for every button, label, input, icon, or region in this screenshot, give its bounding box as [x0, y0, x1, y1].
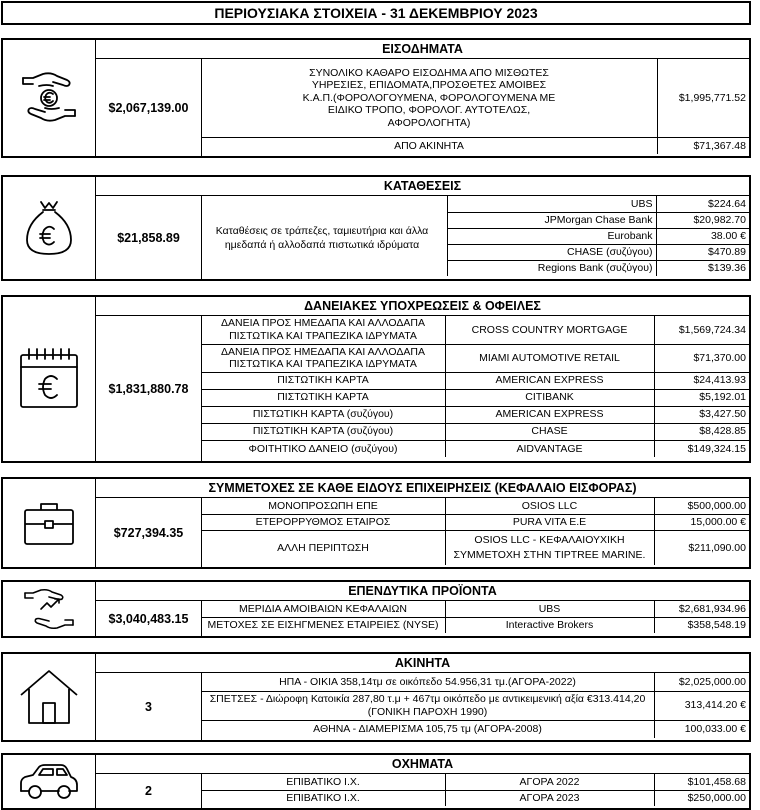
vehicles-section — [1, 753, 751, 810]
table-row — [201, 774, 749, 790]
investments-table — [201, 601, 750, 633]
investments-total: $3,040,483.15 — [96, 601, 202, 636]
income-amount: $1,995,771.52 — [657, 59, 749, 137]
deposit-amount: $470.89 — [656, 244, 749, 260]
deposits-section — [1, 175, 751, 281]
businesses-section — [1, 477, 751, 569]
investment-type: ΜΕΡΙΔΙΑ ΑΜΟΙΒΑΙΩΝ ΚΕΦΑΛΑΙΩΝ — [201, 601, 445, 617]
table-row — [201, 691, 749, 720]
creditor: CROSS COUNTRY MORTGAGE — [445, 316, 654, 344]
table-row — [201, 530, 749, 565]
liabilities-table — [201, 316, 750, 457]
deposits-table — [447, 196, 750, 276]
bank-name: Eurobank — [447, 228, 656, 244]
business-amount: 15,000.00 € — [654, 514, 749, 530]
vehicle-type: ΕΠΙΒΑΤΙΚΟ Ι.Χ. — [201, 774, 445, 790]
vehicles-header: ΟΧΗΜΑΤΑ — [96, 755, 749, 774]
business-type: ΑΛΛΗ ΠΕΡΙΠΤΩΣΗ — [201, 530, 445, 565]
vehicle-type: ΕΠΙΒΑΤΙΚΟ Ι.Χ. — [201, 790, 445, 806]
business-amount: $211,090.00 — [654, 530, 749, 565]
income-section — [1, 38, 751, 158]
investments-section — [1, 580, 751, 638]
liability-amount: $5,192.01 — [654, 389, 749, 406]
vehicles-count: 2 — [96, 774, 202, 808]
liability-amount: $149,324.15 — [654, 440, 749, 457]
deposit-amount: $224.64 — [656, 196, 749, 212]
creditor: AMERICAN EXPRESS — [445, 406, 654, 423]
liability-type: ΠΙΣΤΩΤΙΚΗ ΚΑΡΤΑ (συζύγου) — [201, 406, 445, 423]
liability-type: ΔΑΝΕΙΑ ΠΡΟΣ ΗΜΕΔΑΠΑ ΚΑΙ ΑΛΛΟΔΑΠΑ ΠΙΣΤΩΤΙΚΑ ΚΑΙ ΤΡΑΠΕΖΙΚΑ ΙΔΡΥΜΑΤΑ — [201, 316, 445, 344]
table-row — [201, 423, 749, 440]
table-row — [201, 406, 749, 423]
realestate-section — [1, 652, 751, 742]
property-desc: ΑΘΗΝΑ - ΔΙΑΜΕΡΙΣΜΑ 105,75 τμ (ΑΓΟΡΑ-2008) — [201, 720, 654, 738]
property-desc: ΣΠΕΤΣΕΣ - Διώροφη Κατοικία 287,80 τ.μ + 467τμ οικόπεδο με αντικειμενική αξία €313.414,20 (ΓΟΝΙΚΗ ΠΑΡΟΧΗ 1990) — [201, 691, 654, 720]
businesses-table — [201, 498, 750, 565]
realestate-table — [201, 673, 750, 738]
bank-name: UBS — [447, 196, 656, 212]
property-amount: 313,414.20 € — [654, 691, 749, 720]
deposit-amount: $139.36 — [656, 260, 749, 276]
realestate-header: ΑΚΙΝΗΤΑ — [96, 654, 749, 673]
income-header: ΕΙΣΟΔΗΜΑΤΑ — [96, 40, 749, 59]
vehicle-purchase: ΑΓΟΡΑ 2023 — [445, 790, 654, 806]
briefcase-icon — [21, 498, 77, 548]
creditor: MIAMI AUTOMOTIVE RETAIL — [445, 344, 654, 372]
table-row — [447, 260, 749, 276]
bank-name: JPMorgan Chase Bank — [447, 212, 656, 228]
income-amount: $71,367.48 — [657, 137, 749, 154]
table-row — [201, 59, 749, 137]
table-row — [201, 601, 749, 617]
investment-amount: $358,548.19 — [654, 617, 749, 633]
vehicle-amount: $101,458.68 — [654, 774, 749, 790]
table-row — [447, 244, 749, 260]
provider: UBS — [445, 601, 654, 617]
table-row — [447, 212, 749, 228]
table-row — [201, 617, 749, 633]
table-row — [201, 673, 749, 691]
house-icon — [17, 667, 81, 727]
creditor: AIDVANTAGE — [445, 440, 654, 457]
liability-amount: $71,370.00 — [654, 344, 749, 372]
table-row — [201, 498, 749, 514]
investment-type: ΜΕΤΟΧΕΣ ΣΕ ΕΙΣΗΓΜΕΝΕΣ ΕΤΑΙΡΕΙΕΣ (NYSE) — [201, 617, 445, 633]
company-name: OSIOS LLC — [445, 498, 654, 514]
provider: Interactive Brokers — [445, 617, 654, 633]
businesses-header: ΣΥΜΜΕΤΟΧΕΣ ΣΕ ΚΑΘΕ ΕΙΔΟΥΣ ΕΠΙΧΕΙΡΗΣΕΙΣ (ΚΕΦΑΛΑΙΟ ΕΙΣΦΟΡΑΣ) — [96, 479, 749, 498]
liability-type: ΠΙΣΤΩΤΙΚΗ ΚΑΡΤΑ — [201, 389, 445, 406]
business-type: ΜΟΝΟΠΡΟΣΩΠΗ ΕΠΕ — [201, 498, 445, 514]
investments-header: ΕΠΕΝΔΥΤΙΚΑ ΠΡΟΪΟΝΤΑ — [96, 582, 749, 601]
property-amount: $2,025,000.00 — [654, 673, 749, 691]
hand-money-icon — [17, 66, 81, 130]
table-row — [447, 228, 749, 244]
income-total: $2,067,139.00 — [96, 59, 202, 156]
liabilities-total: $1,831,880.78 — [96, 316, 202, 461]
liability-type: ΦΟΙΤΗΤΙΚΟ ΔΑΝΕΙΟ (συζύγου) — [201, 440, 445, 457]
bank-name: CHASE (συζύγου) — [447, 244, 656, 260]
property-amount: 100,033.00 € — [654, 720, 749, 738]
liability-amount: $24,413.93 — [654, 372, 749, 389]
table-row — [201, 720, 749, 738]
table-row — [201, 344, 749, 372]
table-row — [447, 196, 749, 212]
investment-amount: $2,681,934.96 — [654, 601, 749, 617]
table-row — [201, 514, 749, 530]
realestate-count: 3 — [96, 673, 202, 740]
liability-amount: $8,428.85 — [654, 423, 749, 440]
business-type: ΕΤΕΡΟΡΡΥΘΜΟΣ ΕΤΑΙΡΟΣ — [201, 514, 445, 530]
table-row — [201, 790, 749, 806]
vehicle-amount: $250,000.00 — [654, 790, 749, 806]
hand-growth-icon — [21, 585, 77, 633]
table-row — [201, 389, 749, 406]
deposit-amount: $20,982.70 — [656, 212, 749, 228]
vehicle-purchase: ΑΓΟΡΑ 2022 — [445, 774, 654, 790]
deposits-total: $21,858.89 — [96, 196, 202, 279]
liabilities-section — [1, 295, 751, 463]
company-name: PURA VITA E.E — [445, 514, 654, 530]
table-row — [201, 316, 749, 344]
income-desc: ΑΠΟ ΑΚΙΝΗΤΑ — [201, 137, 657, 154]
creditor: CITIBANK — [445, 389, 654, 406]
car-icon — [17, 759, 81, 805]
company-name: OSIOS LLC - ΚΕΦΑΛΑΙΟΥΧΙΚΗ ΣΥΜΜΕΤΟΧΗ ΣΤΗΝ TIPTREE MARINE. — [445, 530, 654, 565]
income-desc: ΣΥΝΟΛΙΚΟ ΚΑΘΑΡΟ ΕΙΣΟΔΗΜΑ ΑΠΟ ΜΙΣΘΩΤΕΣ ΥΗΡΕΣΙΕΣ, ΕΠΙΔΟΜΑΤΑ,ΠΡΟΣΘΕΤΕΣ ΑΜΟΙΒΕΣ Κ.Α.Π.(ΦΟΡΟΛΟΓΟΥΜΕΝΑ, ΦΟΡΟΛΟΓΟΥΜΕΝΑ ΜΕ ΕΙΔΙΚΟ ΤΡΟΠΟ, ΦΟΡΟΛΟΓ. ΑΥΤΟΤΕΛΩΣ, ΑΦΟΡΟΛΟΓΗΤΑ) — [201, 59, 657, 137]
deposits-header: ΚΑΤΑΘΕΣΕΙΣ — [96, 177, 749, 196]
page-title: ΠΕΡΙΟΥΣΙΑΚΑ ΣΤΟΙΧΕΙΑ - 31 ΔΕΚΕΜΒΡΙΟΥ 2023 — [1, 1, 751, 25]
table-row — [201, 137, 749, 154]
deposits-desc: Καταθέσεις σε τράπεζες, ταμιευτήρια και άλλα ημεδαπά ή αλλοδαπά πιστωτικά ιδρύματα — [215, 224, 429, 251]
income-table — [201, 59, 750, 154]
creditor: CHASE — [445, 423, 654, 440]
bank-name: Regions Bank (συζύγου) — [447, 260, 656, 276]
deposit-amount: 38.00 € — [656, 228, 749, 244]
liability-amount: $1,569,724.34 — [654, 316, 749, 344]
property-desc: ΗΠΑ - ΟΙΚΙΑ 358,14τμ σε οικόπεδο 54.956,31 τμ.(ΑΓΟΡΑ-2022) — [201, 673, 654, 691]
liability-type: ΔΑΝΕΙΑ ΠΡΟΣ ΗΜΕΔΑΠΑ ΚΑΙ ΑΛΛΟΔΑΠΑ ΠΙΣΤΩΤΙΚΑ ΚΑΙ ΤΡΑΠΕΖΙΚΑ ΙΔΡΥΜΑΤΑ — [201, 344, 445, 372]
table-row — [201, 372, 749, 389]
vehicles-table — [201, 774, 750, 806]
calendar-euro-icon — [13, 343, 85, 415]
business-amount: $500,000.00 — [654, 498, 749, 514]
liabilities-header: ΔΑΝΕΙΑΚΕΣ ΥΠΟΧΡΕΩΣΕΙΣ & ΟΦΕΙΛΕΣ — [96, 297, 749, 316]
businesses-total: $727,394.35 — [96, 498, 202, 567]
liability-amount: $3,427.50 — [654, 406, 749, 423]
money-bag-icon — [21, 196, 77, 260]
liability-type: ΠΙΣΤΩΤΙΚΗ ΚΑΡΤΑ — [201, 372, 445, 389]
liability-type: ΠΙΣΤΩΤΙΚΗ ΚΑΡΤΑ (συζύγου) — [201, 423, 445, 440]
table-row — [201, 440, 749, 457]
creditor: AMERICAN EXPRESS — [445, 372, 654, 389]
